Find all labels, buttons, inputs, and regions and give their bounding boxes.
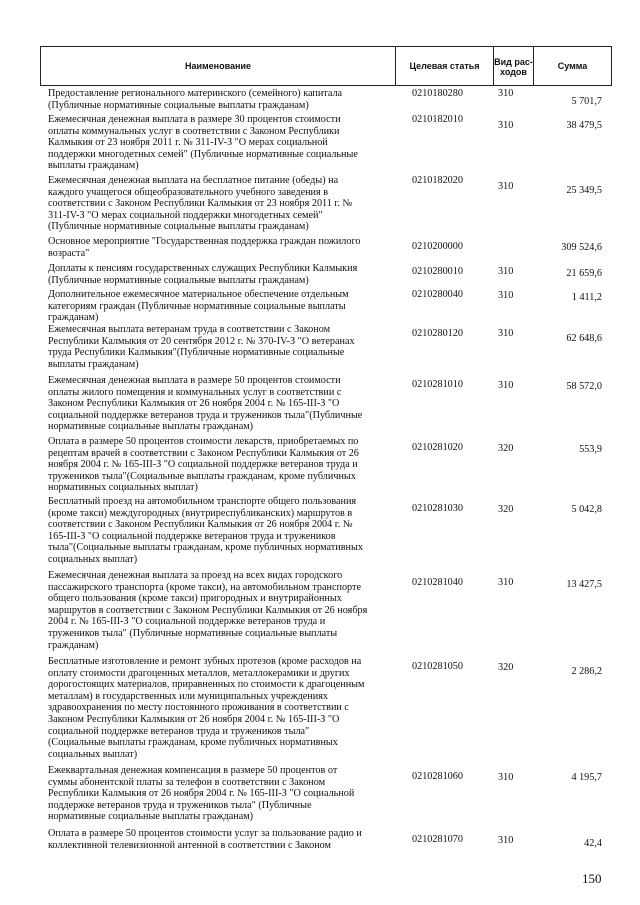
row-name: Ежеквартальная денежная компенсация в размере 50 процентов от суммы абонентской платы за телефон в соответствии с Законом Республики Калмыкия от 26 ноября 2004 г. № 165-III-З "О социальной поддержке ветеранов труда и тружеников тыла" (Публичные нормативные социальные выплаты гражданам) xyxy=(48,765,355,823)
row-code: 0210280010 xyxy=(412,266,463,277)
row-name: Бесплатный проезд на автомобильном транспорте общего пользования (кроме такси) междугородных (внутриреспубликанских) маршрутов в соответствии с Законом Республики Калмыкия от 26 ноября 2004 г. № 165-III-З "О социальной поддержке ветеранов труда и тружеников тыла"(Социальные выплаты гражданам, кроме публичных нормативных социальных выплат) xyxy=(48,496,363,565)
row-code: 0210200000 xyxy=(412,241,463,252)
row-code: 0210182010 xyxy=(412,114,463,125)
row-name: Бесплатные изготовление и ремонт зубных протезов (кроме расходов на оплату стоимости драгоценных металлов, металлокерамики и других дорогостоящих материалов, приравненных по стоимости к драгоценным металлам) в государственных или муниципальных учреждениях здравоохранения по месту постоянного проживания в соответствии с Законом Республики Калмыкия от 26 ноября 2004 г. № 165-III-З "О социальной поддержке ветеранов труда и тружеников тыла" (Социальные выплаты гражданам, кроме публичных нормативных социальных выплат) xyxy=(48,656,365,760)
row-sum: 5 701,7 xyxy=(571,96,602,107)
row-sum: 5 042,8 xyxy=(571,504,602,515)
row-code: 0210281060 xyxy=(412,771,463,782)
row-name: Оплата в размере 50 процентов стоимости услуг за пользование радио и коллективной телевизионной антенной в соответствии с Законом xyxy=(48,828,362,851)
row-name: Ежемесячная денежная выплата в размере 50 процентов стоимости оплаты жилого помещения и коммунальных услуг в соответствии с Законом Республики Калмыкия от 26 ноября 2004 г. № 165-III-З "О социальной поддержке ветеранов труда и тружеников тыла"(Публичные нормативные социальные выплаты гражданам) xyxy=(48,375,363,433)
row-code: 0210281050 xyxy=(412,661,463,672)
row-code: 0210281040 xyxy=(412,577,463,588)
header-sum: Сумма xyxy=(557,60,588,71)
row-sum: 21 659,6 xyxy=(566,268,602,279)
table-header xyxy=(40,46,612,86)
row-code: 0210281030 xyxy=(412,503,463,514)
row-vid: 320 xyxy=(498,504,514,515)
row-vid: 310 xyxy=(498,328,514,339)
row-name: Оплата в размере 50 процентов стоимости лекарств, приобретаемых по рецептам врачей в соответствии с Законом Республики Калмыкия от 26 ноября 2004 г. № 165-III-З "О социальной поддержке ветеранов труда и тружеников тыла"(Социальные выплаты гражданам, кроме публичных нормативных социальных выплат) xyxy=(48,436,359,494)
header-name: Наименование xyxy=(41,47,396,85)
row-vid: 310 xyxy=(498,835,514,846)
row-vid: 320 xyxy=(498,443,514,454)
row-sum: 2 286,2 xyxy=(571,666,602,677)
row-sum: 42,4 xyxy=(584,838,602,849)
row-vid: 310 xyxy=(498,266,514,277)
row-code: 0210281070 xyxy=(412,834,463,845)
row-sum: 553,9 xyxy=(579,444,602,455)
row-code: 0210280120 xyxy=(412,328,463,339)
row-vid: 310 xyxy=(498,181,514,192)
row-vid: 310 xyxy=(498,380,514,391)
row-sum: 62 648,6 xyxy=(566,333,602,344)
row-code: 0210182020 xyxy=(412,175,463,186)
row-name: Основное мероприятие "Государственная поддержка граждан пожилого возраста" xyxy=(48,236,361,259)
row-vid: 310 xyxy=(498,88,514,99)
row-code: 0210281010 xyxy=(412,379,463,390)
row-name: Предоставление регионального материнского (семейного) капитала (Публичные нормативные социальные выплаты гражданам) xyxy=(48,88,343,111)
row-vid: 320 xyxy=(498,662,514,673)
row-name: Дополнительное ежемесячное материальное обеспечение отдельным категориям граждан (Публичные нормативные социальные выплаты гражданам) xyxy=(48,289,349,324)
row-code: 0210281020 xyxy=(412,442,463,453)
row-vid: 310 xyxy=(498,120,514,131)
row-sum: 4 195,7 xyxy=(571,772,602,783)
row-code: 0210280040 xyxy=(412,289,463,300)
row-vid: 310 xyxy=(498,577,514,588)
row-name: Ежемесячная выплата ветеранам труда в соответствии с Законом Республики Калмыкия от 20 сентября 2012 г. № 370-IV-З "О ветеранах труда Республики Калмыкия"(Публичные нормативные социальные выплаты гражданам) xyxy=(48,324,355,370)
row-sum: 25 349,5 xyxy=(566,185,602,196)
row-name: Доплаты к пенсиям государственных служащих Республики Калмыкия (Публичные нормативные социальные выплаты гражданам) xyxy=(48,263,358,286)
row-sum: 13 427,5 xyxy=(566,579,602,590)
header-vid: Вид рас-ходов xyxy=(494,47,534,85)
page-number: 150 xyxy=(582,871,602,886)
header-code: Целевая статья xyxy=(396,47,494,85)
row-code: 0210180280 xyxy=(412,88,463,99)
row-sum: 58 572,0 xyxy=(566,381,602,392)
row-name: Ежемесячная денежная выплата за проезд на всех видах городского пассажирского транспорта (кроме такси), на автомобильном транспорте общего пользования (кроме такси) пригородных и внутрирайонных маршрутов в соответствии с Законом Республики Калмыкия от 26 ноября 2004 г. № 165-III-З "О социальной поддержке ветеранов труда и тружеников тыла" (Публичные нормативные социальные выплаты гражданам) xyxy=(48,570,368,651)
row-vid: 310 xyxy=(498,290,514,301)
row-sum: 309 524,6 xyxy=(561,242,602,253)
row-name: Ежемесячная денежная выплата на бесплатное питание (обеды) на каждого учащегося общеобразовательного учебного заведения в соответствии с Законом Республики Калмыкия от 23 ноября 2011 г. № 311-IV-З "О мерах социальной поддержки многодетных семей" (Публичные нормативные социальные выплаты гражданам) xyxy=(48,175,353,233)
row-vid: 310 xyxy=(498,772,514,783)
row-sum: 38 479,5 xyxy=(566,120,602,131)
row-name: Ежемесячная денежная выплата в размере 30 процентов стоимости оплаты коммунальных услуг в соответствии с Законом Республики Калмыкия от 23 ноября 2011 г. № 311-IV-З "О мерах социальной поддержки многодетных семей" (Публичные нормативные социальные выплаты гражданам) xyxy=(48,114,358,172)
row-sum: 1 411,2 xyxy=(571,292,602,303)
